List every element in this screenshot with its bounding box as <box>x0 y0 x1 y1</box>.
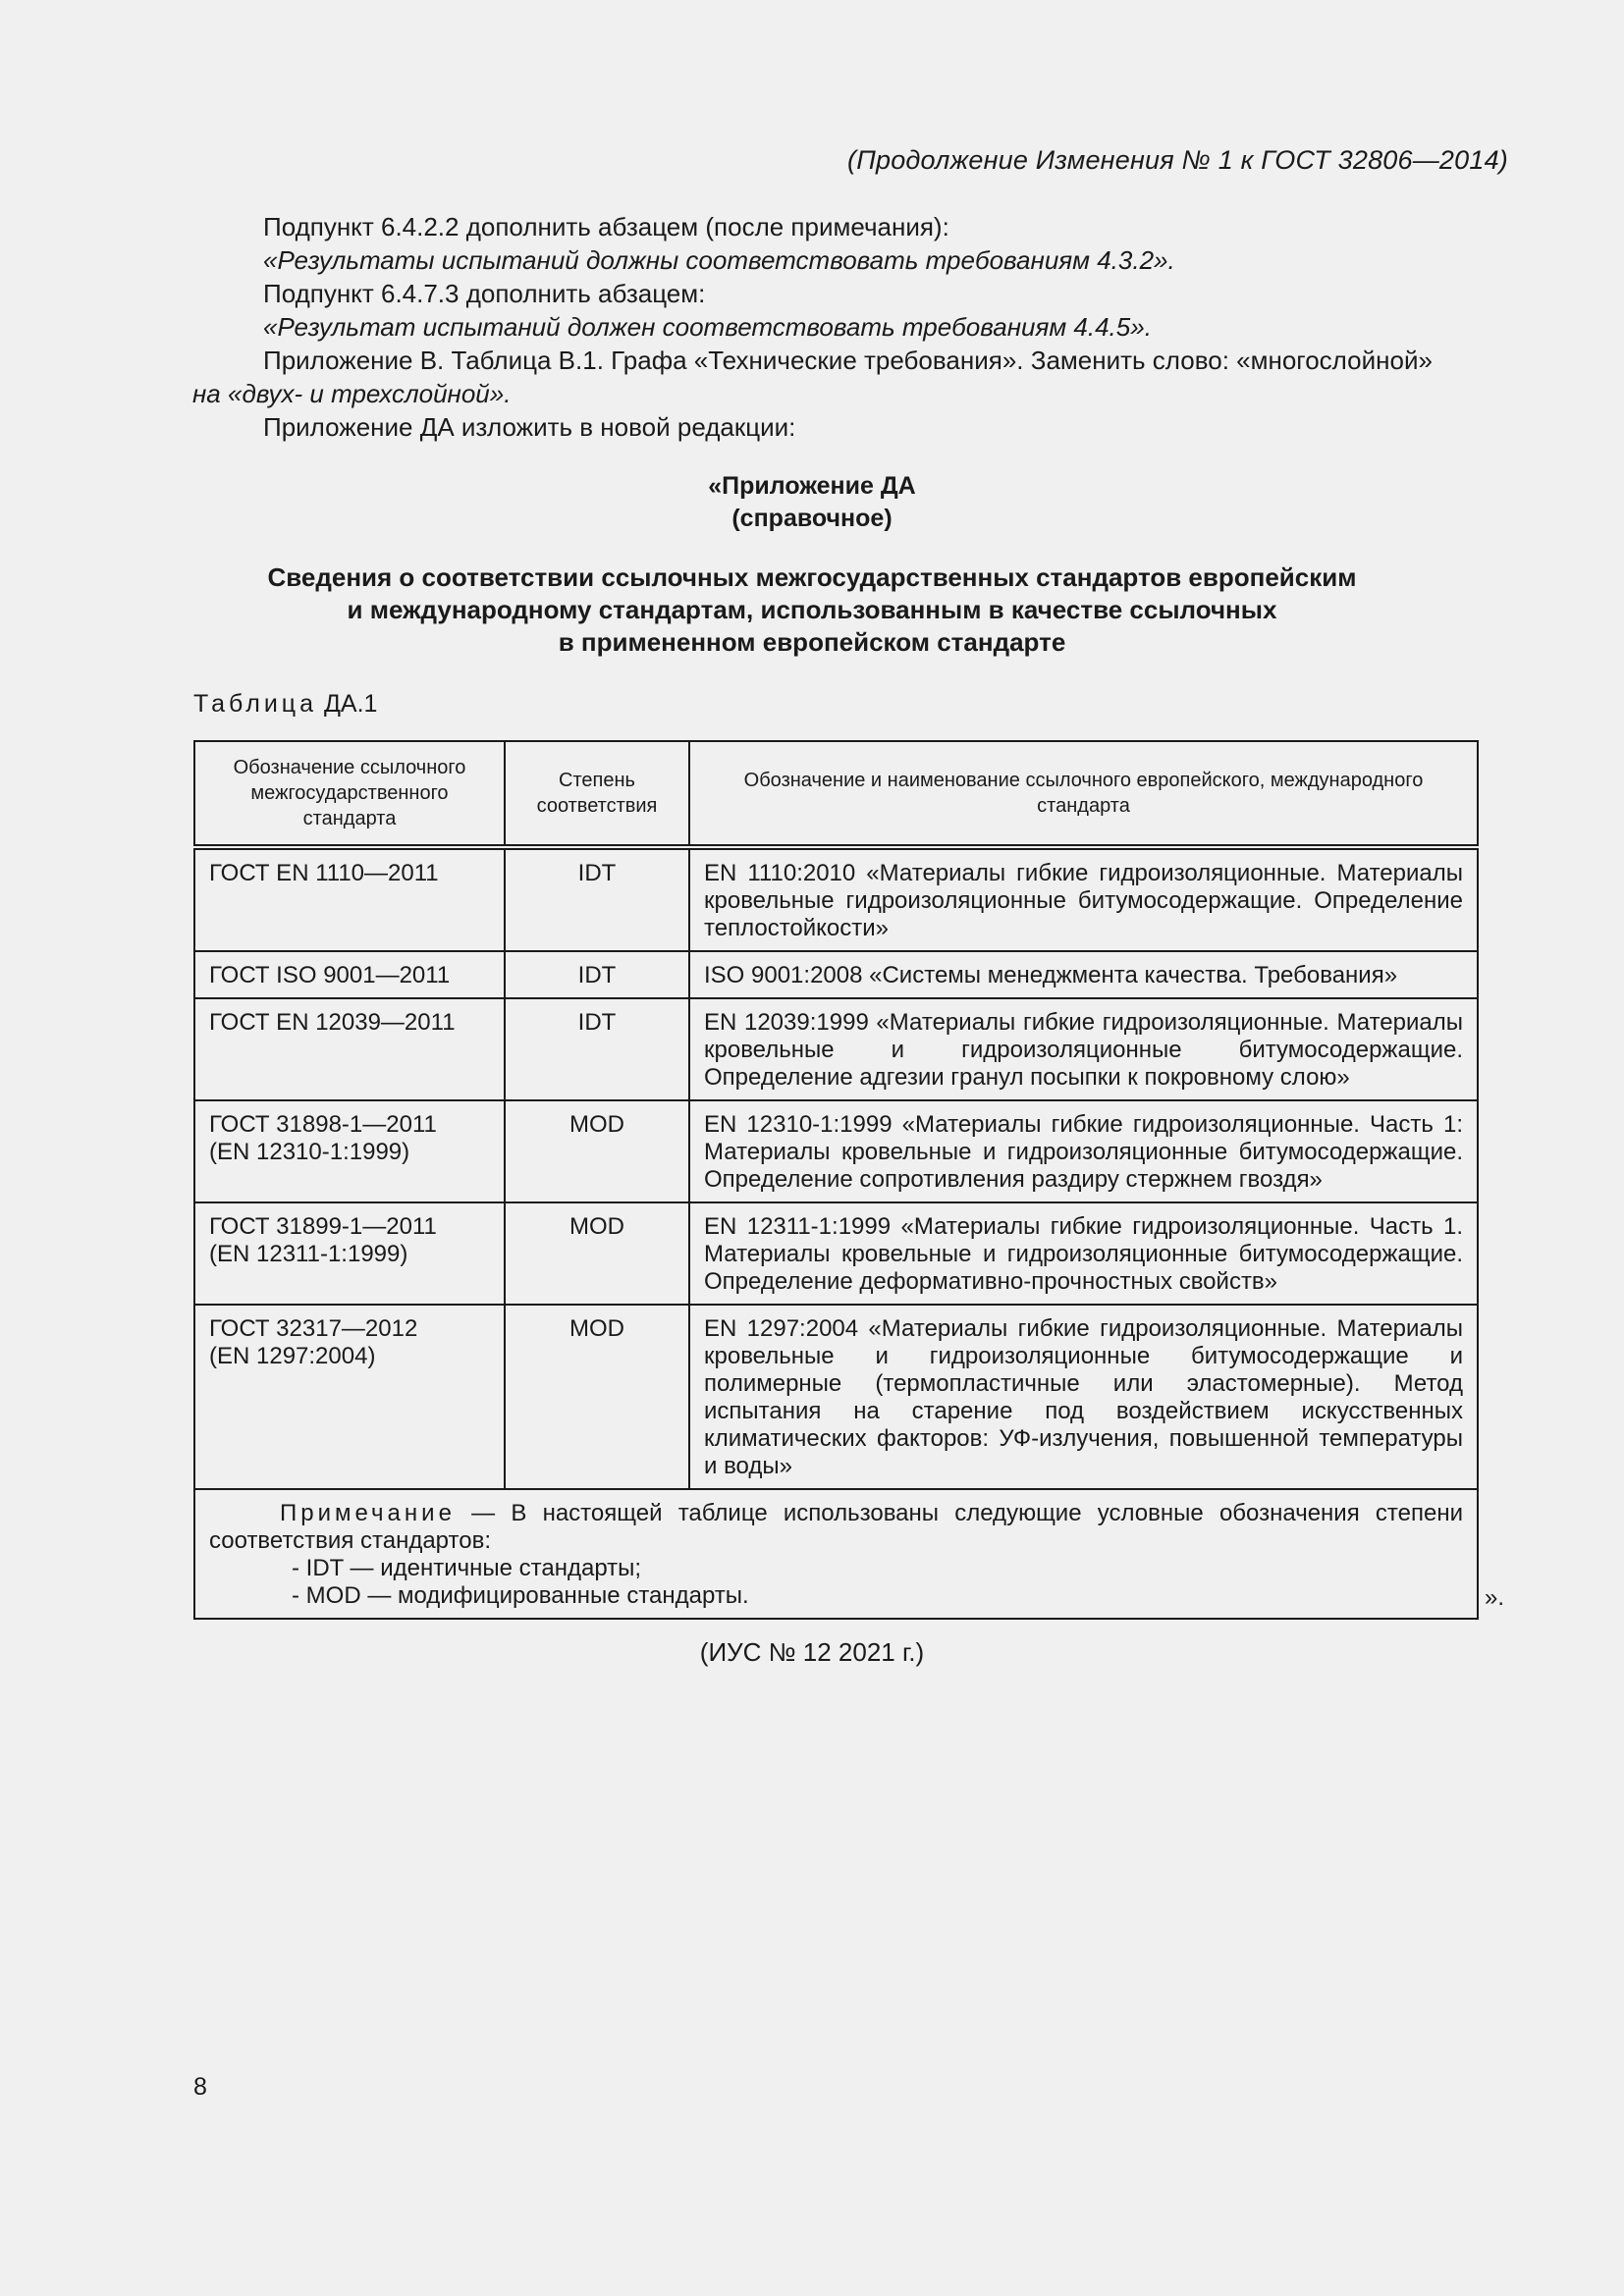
table-row <box>194 951 1478 998</box>
page-header: (Продолжение Изменения № 1 к ГОСТ 32806—2014) <box>847 145 1508 175</box>
cell-std <box>194 951 505 998</box>
cell-std <box>194 1202 505 1305</box>
cell-desc: EN 12310-1:1999 «Материалы гибкие гидроизоляционные. Часть 1: Материалы кровельные и гидроизоляционные битумосодержащие. Определение сопротивления раздиру стержнем гвоздя» <box>689 1100 1478 1202</box>
cell-desc: EN 12039:1999 «Материалы гибкие гидроизоляционные. Материалы кровельные и гидроизоляционные битумосодержащие. Определение адгезии гранул посыпки к покровному слою» <box>689 998 1478 1100</box>
table-row <box>194 1202 1478 1305</box>
note-item-idt: - IDT — идентичные стандарты; <box>292 1555 642 1581</box>
table-note <box>194 1489 1478 1619</box>
header-degree: Степень соответствия <box>505 741 689 847</box>
ius-reference: (ИУС № 12 2021 г.) <box>699 1637 925 1667</box>
table-caption-number: ДА.1 <box>323 690 378 718</box>
std-line-2: (EN 12310-1:1999) <box>209 1139 410 1165</box>
page-number: 8 <box>193 2073 207 2101</box>
closing-quote: ». <box>1485 1584 1505 1611</box>
cell-degree: MOD <box>505 1202 689 1305</box>
std-line: ГОСТ 32317—2012 <box>209 1315 418 1342</box>
appendix-title: «Приложение ДА <box>708 472 916 500</box>
appendix-heading-line-2: и международному стандартам, использованным в качестве ссылочных <box>347 595 1277 624</box>
appendix-heading-line-1: Сведения о соответствии ссылочных межгосударственных стандартов европейским <box>267 562 1357 592</box>
table-row <box>194 1100 1478 1202</box>
header-std: Обозначение ссылочного межгосударственного стандарта <box>194 741 505 847</box>
cell-desc: EN 12311-1:1999 «Материалы гибкие гидроизоляционные. Часть 1. Материалы кровельные и гидроизоляционные битумосодержащие. Определение деформативно-прочностных свойств» <box>689 1202 1478 1305</box>
std-line: ГОСТ 31899-1—2011 <box>209 1213 437 1240</box>
table-row <box>194 847 1478 951</box>
paragraph-3: Подпункт 6.4.7.3 дополнить абзацем: <box>263 279 706 308</box>
std-line: ГОСТ EN 12039—2011 <box>209 1009 456 1036</box>
header-desc: Обозначение и наименование ссылочного европейского, международного стандарта <box>689 741 1478 847</box>
std-line: ГОСТ 31898-1—2011 <box>209 1111 437 1138</box>
table-row <box>194 998 1478 1100</box>
paragraph-6: Приложение ДА изложить в новой редакции: <box>263 412 796 442</box>
cell-desc: EN 1297:2004 «Материалы гибкие гидроизоляционные. Материалы кровельные и гидроизоляционные битумосодержащие и полимерные (термопластичные или эластомерные). Метод испытания на старение под воздействием искусственных климатических факторов: УФ-излучения, повышенной температуры и воды» <box>689 1305 1478 1489</box>
note-text <box>209 1500 1463 1555</box>
note-item-mod: - MOD — модифицированные стандарты. <box>292 1582 749 1609</box>
appendix-heading-line-3: в примененном европейском стандарте <box>558 627 1066 657</box>
cell-degree: MOD <box>505 1305 689 1489</box>
cell-desc: ISO 9001:2008 «Системы менеджмента качества. Требования» <box>689 951 1478 998</box>
table-note-row <box>194 1489 1478 1619</box>
body-text <box>192 210 1508 444</box>
table-row <box>194 1305 1478 1489</box>
cell-degree: MOD <box>505 1100 689 1202</box>
paragraph-4: «Результат испытаний должен соответствовать требованиям 4.4.5». <box>263 312 1152 342</box>
table-caption <box>193 690 377 719</box>
cell-desc: EN 1110:2010 «Материалы гибкие гидроизоляционные. Материалы кровельные гидроизоляционные битумосодержащие. Определение теплостойкости» <box>689 847 1478 951</box>
paragraph-5 <box>192 344 1508 377</box>
paragraph-5-continuation: на «двух- и трехслойной». <box>192 379 512 408</box>
paragraph-1: Подпункт 6.4.2.2 дополнить абзацем (после примечания): <box>263 212 949 241</box>
cell-degree: IDT <box>505 998 689 1100</box>
std-line: ГОСТ EN 1110—2011 <box>209 860 439 886</box>
cell-degree: IDT <box>505 951 689 998</box>
paragraph-2: «Результаты испытаний должны соответствовать требованиям 4.3.2». <box>263 245 1175 275</box>
paragraph-5-text: Приложение В. Таблица В.1. Графа «Технические требования». Заменить слово: «многослойной» <box>263 346 1433 375</box>
std-line-2: (EN 1297:2004) <box>209 1343 376 1369</box>
std-line-2: (EN 12311-1:1999) <box>209 1241 408 1267</box>
table-caption-label: Таблица <box>193 690 318 718</box>
cell-degree: IDT <box>505 847 689 951</box>
cell-std <box>194 1100 505 1202</box>
standards-table <box>193 740 1479 1620</box>
appendix-subtitle: (справочное) <box>731 505 893 532</box>
cell-std <box>194 998 505 1100</box>
table-header-row <box>194 741 1478 847</box>
cell-std <box>194 1305 505 1489</box>
cell-std <box>194 847 505 951</box>
std-line: ГОСТ ISO 9001—2011 <box>209 962 451 988</box>
note-body: — В настоящей таблице использованы следующие условные обозначения степени соответствия стандартов: <box>209 1500 1463 1554</box>
note-label: Примечание <box>280 1500 456 1526</box>
